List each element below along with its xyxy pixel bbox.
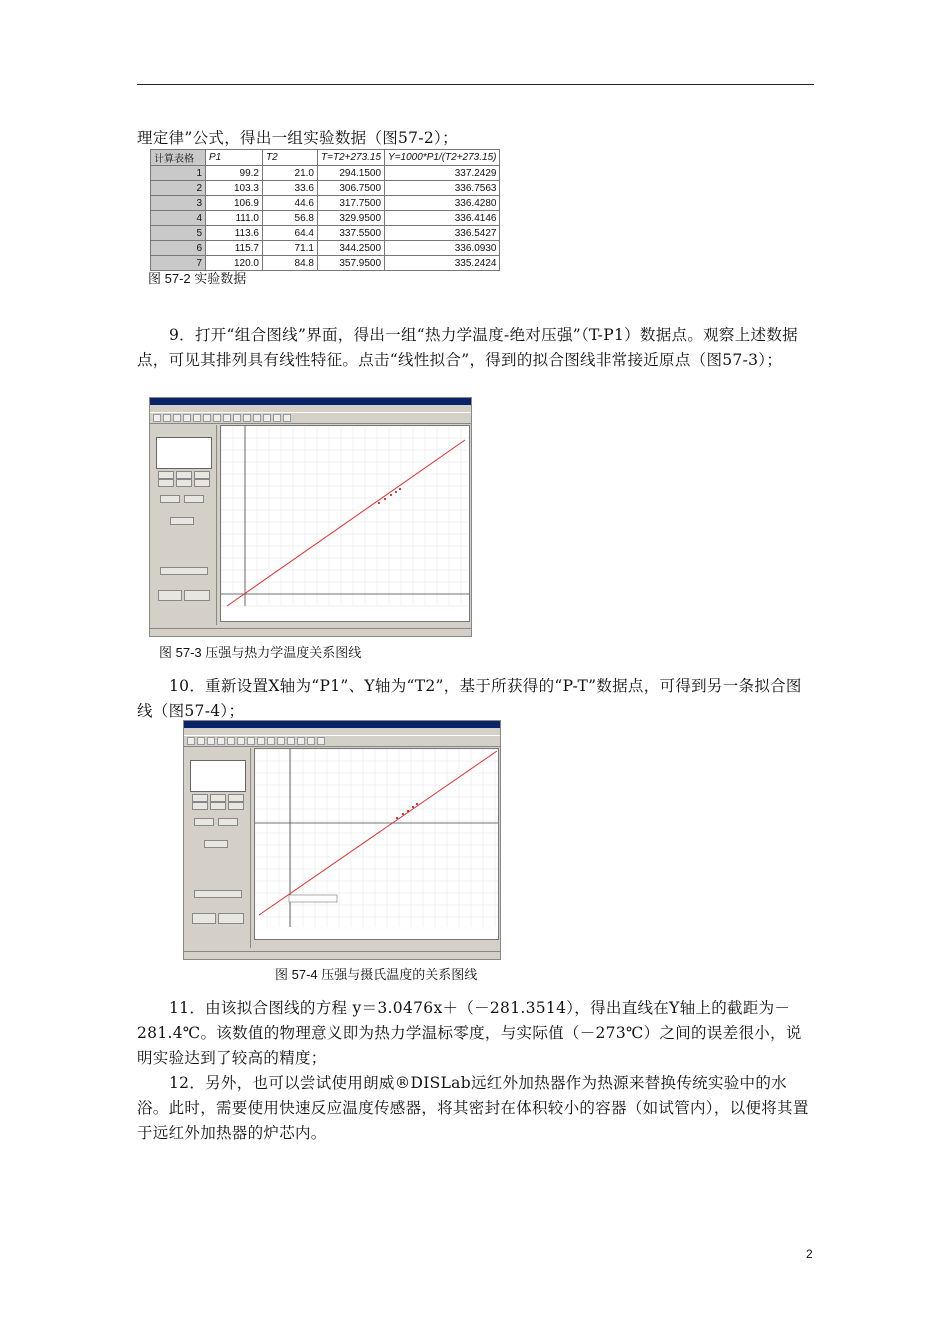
toolbar-icon: [183, 414, 191, 422]
table-cell: 5: [151, 226, 206, 241]
table-cell: 317.7500: [318, 196, 385, 211]
data-points: [396, 803, 418, 819]
window-toolbar: [150, 412, 471, 424]
table-cell: 357.9500: [318, 256, 385, 271]
table-header-cell: 计算表格: [151, 150, 206, 166]
data-point: [384, 498, 386, 500]
coordinate-tooltip: [289, 895, 337, 902]
paragraph-11: 11．由该拟合图线的方程 y＝3.0476x＋（－281.3514），得出直线在Y轴上的截距为－281.4℃。该数值的物理意义即为热力学温标零度，与实际值（－273℃）之间的误差很小，说明实验达到了较高的精度；: [137, 999, 802, 1067]
table-cell: 329.9500: [318, 211, 385, 226]
table-cell: 4: [151, 211, 206, 226]
panel-button: [184, 495, 204, 503]
data-point: [407, 810, 409, 812]
panel-button: [184, 590, 210, 601]
data-point: [378, 502, 380, 504]
table-cell: 336.4280: [385, 196, 500, 211]
panel-button: [194, 471, 210, 479]
status-bar: [184, 951, 500, 959]
toolbar-icon: [193, 414, 201, 422]
toolbar-icon: [163, 414, 171, 422]
toolbar-icon: [203, 414, 211, 422]
table-cell: 33.6: [263, 181, 318, 196]
toolbar-icon: [217, 737, 225, 745]
window-menubar: [184, 728, 500, 735]
table-cell: 337.5500: [318, 226, 385, 241]
table-cell: 337.2429: [385, 166, 500, 181]
panel-button: [192, 794, 208, 802]
table-header-cell: Y=1000*P1/(T2+273.15): [385, 150, 500, 166]
panel-button: [194, 890, 242, 898]
toolbar-icon: [273, 414, 281, 422]
paragraph-10: 10．重新设置X轴为“P1”、Y轴为“T2”，基于所获得的“P-T”数据点，可得到另一条拟合图线（图57-4）；: [137, 677, 802, 720]
panel-button: [228, 802, 244, 810]
toolbar-icon: [283, 414, 291, 422]
table-header-cell: P1: [206, 150, 263, 166]
table-cell: 336.7563: [385, 181, 500, 196]
table-row: [151, 166, 500, 181]
table-header-cell: T=T2+273.15: [318, 150, 385, 166]
table-row: [151, 196, 500, 211]
fit-line: [227, 440, 465, 606]
table-row: [151, 226, 500, 241]
status-bar: [150, 628, 471, 636]
data-points: [378, 488, 401, 504]
toolbar-icon: [227, 737, 235, 745]
window-titlebar: [184, 721, 500, 728]
header-rule: [137, 84, 814, 85]
toolbar-icon: [267, 737, 275, 745]
panel-button: [194, 818, 214, 826]
toolbar-icon: [307, 737, 315, 745]
panel-button: [160, 567, 208, 575]
table-cell: 56.8: [263, 211, 318, 226]
paragraph-12: 12．另外，也可以尝试使用朗威®DISLab远红外加热器作为热源来替换传统实验中的水浴。此时，需要使用快速反应温度传感器，将其密封在体积较小的容器（如试管内），以便将其置于远红外加热器的炉芯内。: [137, 1074, 809, 1142]
curve-listbox: [156, 437, 212, 469]
panel-button: [228, 794, 244, 802]
figure-caption-57-4: 图 57-4 压强与摄氏温度的关系图线: [275, 967, 478, 982]
intro-line: 理定律”公式，得出一组实验数据（图57-2）；: [137, 129, 458, 147]
screenshot-fig-57-3: [149, 397, 472, 637]
data-table: [150, 149, 500, 271]
data-point: [396, 817, 398, 819]
toolbar-icon: [287, 737, 295, 745]
panel-button: [194, 479, 210, 487]
page-number: 2: [806, 1247, 813, 1261]
table-cell: 84.8: [263, 256, 318, 271]
table-cell: 103.3: [206, 181, 263, 196]
panel-button: [176, 479, 192, 487]
grid-lines: [221, 426, 469, 606]
table-cell: 115.7: [206, 241, 263, 256]
toolbar-icon: [317, 737, 325, 745]
data-point: [416, 803, 418, 805]
table-cell: 336.4146: [385, 211, 500, 226]
panel-button: [158, 590, 182, 601]
table-cell: 113.6: [206, 226, 263, 241]
table-cell: 294.1500: [318, 166, 385, 181]
table-row: [151, 181, 500, 196]
panel-button: [192, 802, 208, 810]
toolbar-icon: [207, 737, 215, 745]
data-point: [399, 488, 401, 490]
toolbar-icon: [253, 414, 261, 422]
plot-area: [254, 748, 499, 940]
toolbar-icon: [243, 414, 251, 422]
panel-button: [204, 840, 228, 848]
table-cell: 106.9: [206, 196, 263, 211]
side-panel: [152, 425, 217, 625]
table-cell: 1: [151, 166, 206, 181]
data-point: [402, 813, 404, 815]
toolbar-icon: [213, 414, 221, 422]
table-cell: 71.1: [263, 241, 318, 256]
paragraph-9: 9．打开“组合图线”界面，得出一组“热力学温度-绝对压强”（T-P1）数据点。观察上述数据点，可见其排列具有线性特征。点击“线性拟合”，得到的拟合图线非常接近原点（图57-3）；: [137, 326, 798, 369]
side-panel: [186, 748, 251, 948]
toolbar-icon: [257, 737, 265, 745]
table-cell: 44.6: [263, 196, 318, 211]
panel-button: [218, 818, 238, 826]
toolbar-icon: [187, 737, 195, 745]
window-menubar: [150, 405, 471, 412]
panel-button: [158, 479, 174, 487]
screenshot-fig-57-4: [183, 720, 501, 960]
data-point: [395, 491, 397, 493]
panel-button: [218, 913, 244, 924]
table-cell: 111.0: [206, 211, 263, 226]
table-row: [151, 211, 500, 226]
table-cell: 64.4: [263, 226, 318, 241]
table-cell: 335.2424: [385, 256, 500, 271]
table-cell: 21.0: [263, 166, 318, 181]
toolbar-icon: [223, 414, 231, 422]
curve-listbox: [190, 760, 246, 792]
panel-button: [158, 471, 174, 479]
panel-button: [210, 802, 226, 810]
table-cell: 3: [151, 196, 206, 211]
table-cell: 2: [151, 181, 206, 196]
panel-button: [210, 794, 226, 802]
toolbar-icon: [247, 737, 255, 745]
window-toolbar: [184, 735, 500, 747]
panel-button: [176, 471, 192, 479]
window-titlebar: [150, 398, 471, 405]
fit-chart: [255, 749, 498, 939]
toolbar-icon: [233, 414, 241, 422]
toolbar-icon: [297, 737, 305, 745]
table-row: [151, 241, 500, 256]
table-cell: 336.5427: [385, 226, 500, 241]
toolbar-icon: [277, 737, 285, 745]
toolbar-icon: [173, 414, 181, 422]
table-header-cell: T2: [263, 150, 318, 166]
panel-button: [170, 517, 194, 525]
panel-button: [160, 495, 180, 503]
table-cell: 120.0: [206, 256, 263, 271]
table-cell: 99.2: [206, 166, 263, 181]
figure-caption-57-2: 图 57-2 实验数据: [148, 271, 247, 286]
toolbar-icon: [263, 414, 271, 422]
data-point: [412, 806, 414, 808]
table-cell: 7: [151, 256, 206, 271]
fit-chart: [221, 426, 469, 621]
table-cell: 6: [151, 241, 206, 256]
panel-button: [192, 913, 216, 924]
table-cell: 306.7500: [318, 181, 385, 196]
plot-area: [220, 425, 470, 622]
figure-caption-57-3: 图 57-3 压强与热力学温度关系图线: [159, 645, 362, 660]
toolbar-icon: [197, 737, 205, 745]
toolbar-icon: [153, 414, 161, 422]
table-cell: 336.0930: [385, 241, 500, 256]
toolbar-icon: [237, 737, 245, 745]
data-point: [390, 494, 392, 496]
table-cell: 344.2500: [318, 241, 385, 256]
